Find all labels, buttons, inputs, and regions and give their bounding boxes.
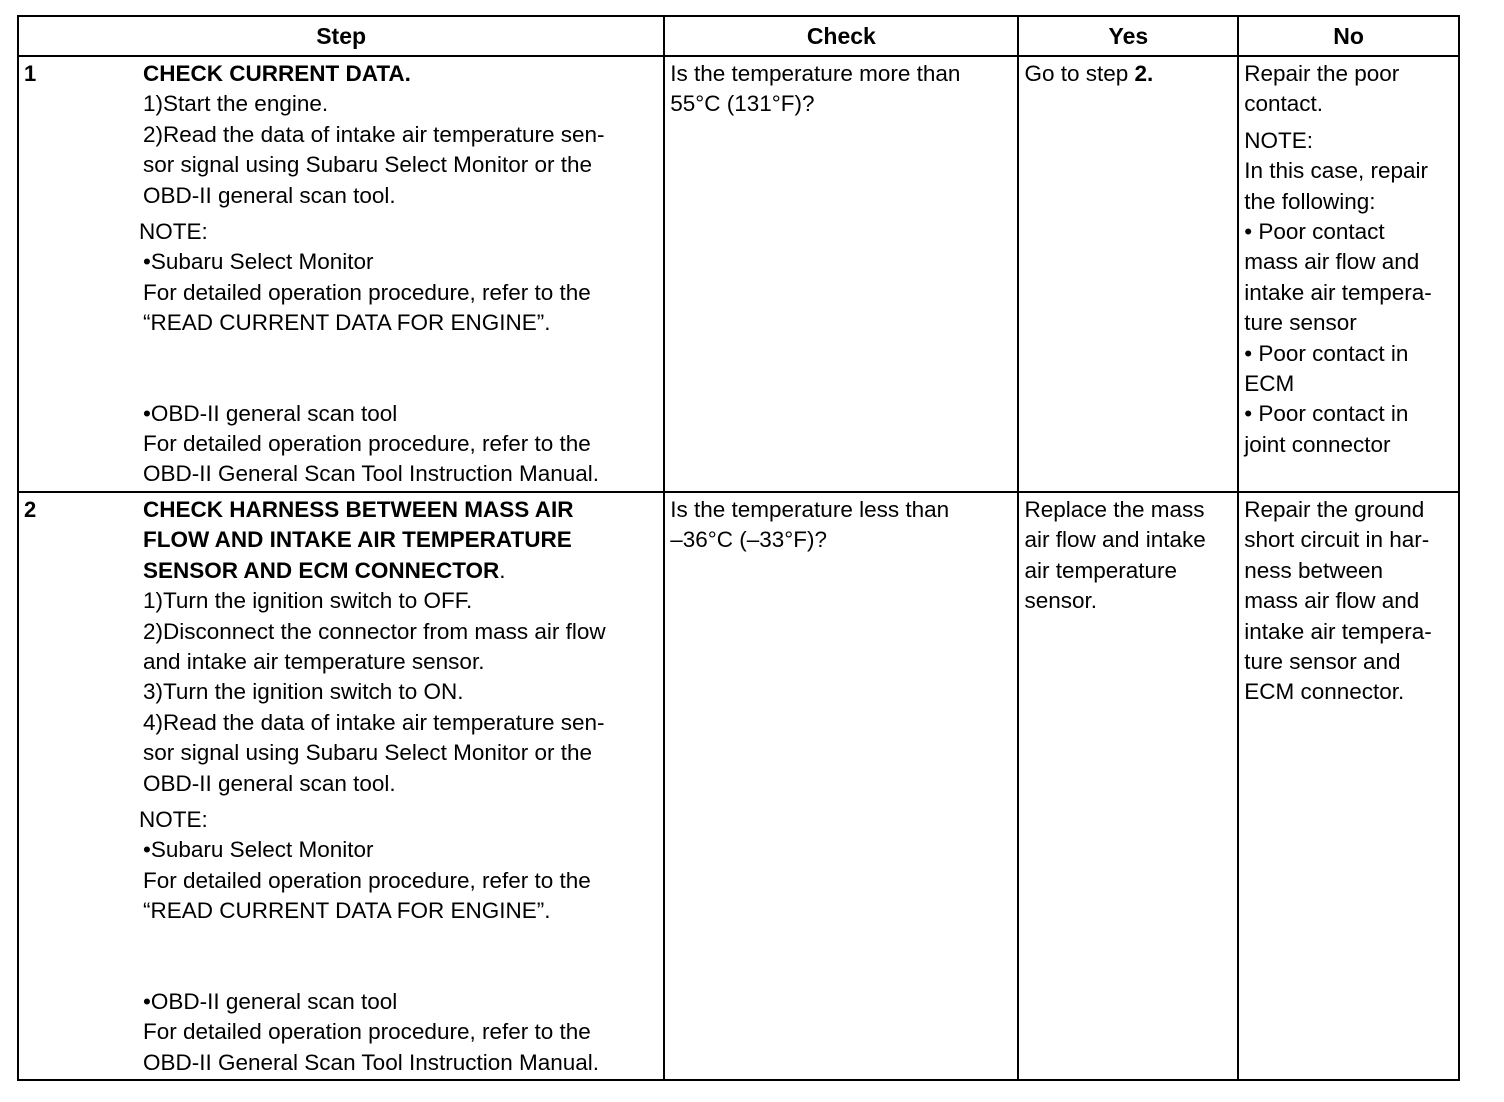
step-line: 4)Read the data of intake air temperature sen- bbox=[143, 709, 605, 735]
note-item-line: For detailed operation procedure, refer to the bbox=[143, 867, 591, 893]
step-line: and intake air temperature sensor. bbox=[143, 649, 485, 675]
step-line: sor signal using Subaru Select Monitor or the bbox=[143, 740, 592, 766]
step-number: 1 bbox=[24, 61, 37, 86]
step-title: CHECK HARNESS BETWEEN MASS AIR bbox=[143, 497, 574, 522]
header-no: No bbox=[1238, 16, 1459, 56]
step-body bbox=[139, 59, 663, 490]
no-line: intake air tempera- bbox=[1244, 618, 1432, 644]
step-body bbox=[139, 495, 663, 1078]
yes-line: air temperature bbox=[1024, 557, 1178, 583]
note-item-head: •Subaru Select Monitor bbox=[143, 249, 374, 275]
note-item-line: OBD-II General Scan Tool Instruction Manual. bbox=[143, 1049, 600, 1075]
step-title: CHECK CURRENT DATA. bbox=[143, 61, 411, 86]
no-line: ness between bbox=[1244, 557, 1384, 583]
step-line: 1)Start the engine. bbox=[143, 91, 329, 117]
no-line: contact. bbox=[1244, 91, 1323, 117]
no-line: ECM connector. bbox=[1244, 679, 1405, 705]
no-note-line: ECM bbox=[1244, 371, 1295, 397]
no-note-line: joint connector bbox=[1244, 431, 1391, 457]
no-note-line: • Poor contact bbox=[1244, 219, 1385, 245]
note-item-line: For detailed operation procedure, refer to the bbox=[143, 279, 591, 305]
no-line: Repair the ground bbox=[1244, 497, 1425, 522]
check-line: Is the temperature less than bbox=[670, 497, 950, 522]
no-note-line: mass air flow and bbox=[1244, 249, 1420, 275]
no-cell bbox=[1238, 56, 1459, 492]
no-note-label: NOTE: bbox=[1244, 127, 1313, 153]
note-item-line: For detailed operation procedure, refer to the bbox=[143, 1019, 591, 1045]
header-step: Step bbox=[18, 16, 664, 56]
header-yes: Yes bbox=[1018, 16, 1238, 56]
check-line: Is the temperature more than bbox=[670, 61, 961, 86]
no-line: Repair the poor bbox=[1244, 61, 1400, 86]
no-note-line: ture sensor bbox=[1244, 310, 1357, 336]
step-line: OBD-II general scan tool. bbox=[143, 182, 396, 208]
note-item-head: •OBD-II general scan tool bbox=[143, 400, 398, 426]
note-block bbox=[139, 805, 659, 1078]
no-cell bbox=[1238, 492, 1459, 1080]
no-note-line: the following: bbox=[1244, 188, 1376, 214]
yes-line: air flow and intake bbox=[1024, 527, 1206, 553]
table-row bbox=[18, 56, 1459, 492]
step-title: FLOW AND INTAKE AIR TEMPERATURE bbox=[143, 527, 572, 553]
no-note-line: In this case, repair bbox=[1244, 158, 1429, 184]
step-number: 2 bbox=[24, 497, 37, 522]
note-item-head: •Subaru Select Monitor bbox=[143, 837, 374, 863]
yes-line: sensor. bbox=[1024, 588, 1097, 614]
step-title-last bbox=[143, 556, 659, 586]
note-label: NOTE: bbox=[139, 807, 208, 833]
note-label: NOTE: bbox=[139, 219, 208, 245]
check-cell bbox=[664, 56, 1018, 492]
step-title: SENSOR AND ECM CONNECTOR bbox=[143, 557, 500, 583]
check-line: –36°C (–33°F)? bbox=[670, 527, 828, 553]
step-cell bbox=[18, 56, 664, 492]
header-row bbox=[18, 16, 1459, 56]
no-line: mass air flow and bbox=[1244, 588, 1420, 614]
step-line: 2)Disconnect the connector from mass air flow bbox=[143, 618, 606, 644]
yes-cell bbox=[1018, 492, 1238, 1080]
note-item-line: “READ CURRENT DATA FOR ENGINE”. bbox=[143, 898, 551, 924]
step-title-period: . bbox=[499, 557, 506, 583]
step-line: 2)Read the data of intake air temperature sen- bbox=[143, 121, 605, 147]
no-note-line: • Poor contact in bbox=[1244, 340, 1409, 366]
step-line: 3)Turn the ignition switch to ON. bbox=[143, 679, 464, 705]
yes-line: Replace the mass bbox=[1024, 497, 1205, 522]
step-cell bbox=[18, 492, 664, 1080]
no-note-line: intake air tempera- bbox=[1244, 279, 1432, 305]
step-line: 1)Turn the ignition switch to OFF. bbox=[143, 588, 473, 614]
diagnostic-table bbox=[17, 15, 1460, 1081]
note-item-line: OBD-II General Scan Tool Instruction Manual. bbox=[143, 461, 600, 487]
note-item-head: •OBD-II general scan tool bbox=[143, 988, 398, 1014]
step-line: sor signal using Subaru Select Monitor or the bbox=[143, 152, 592, 178]
check-line: 55°C (131°F)? bbox=[670, 91, 815, 117]
yes-step-ref: 2. bbox=[1134, 61, 1154, 86]
note-block bbox=[139, 217, 659, 490]
note-item-line: For detailed operation procedure, refer to the bbox=[143, 431, 591, 457]
yes-text: Go to step bbox=[1024, 61, 1135, 86]
check-cell bbox=[664, 492, 1018, 1080]
header-check: Check bbox=[664, 16, 1018, 56]
note-item-line: “READ CURRENT DATA FOR ENGINE”. bbox=[143, 310, 551, 336]
yes-cell bbox=[1018, 56, 1238, 492]
step-line: OBD-II general scan tool. bbox=[143, 770, 396, 796]
no-note-line: • Poor contact in bbox=[1244, 401, 1409, 427]
no-line: ture sensor and bbox=[1244, 649, 1401, 675]
table-row bbox=[18, 492, 1459, 1080]
no-line: short circuit in har- bbox=[1244, 527, 1430, 553]
